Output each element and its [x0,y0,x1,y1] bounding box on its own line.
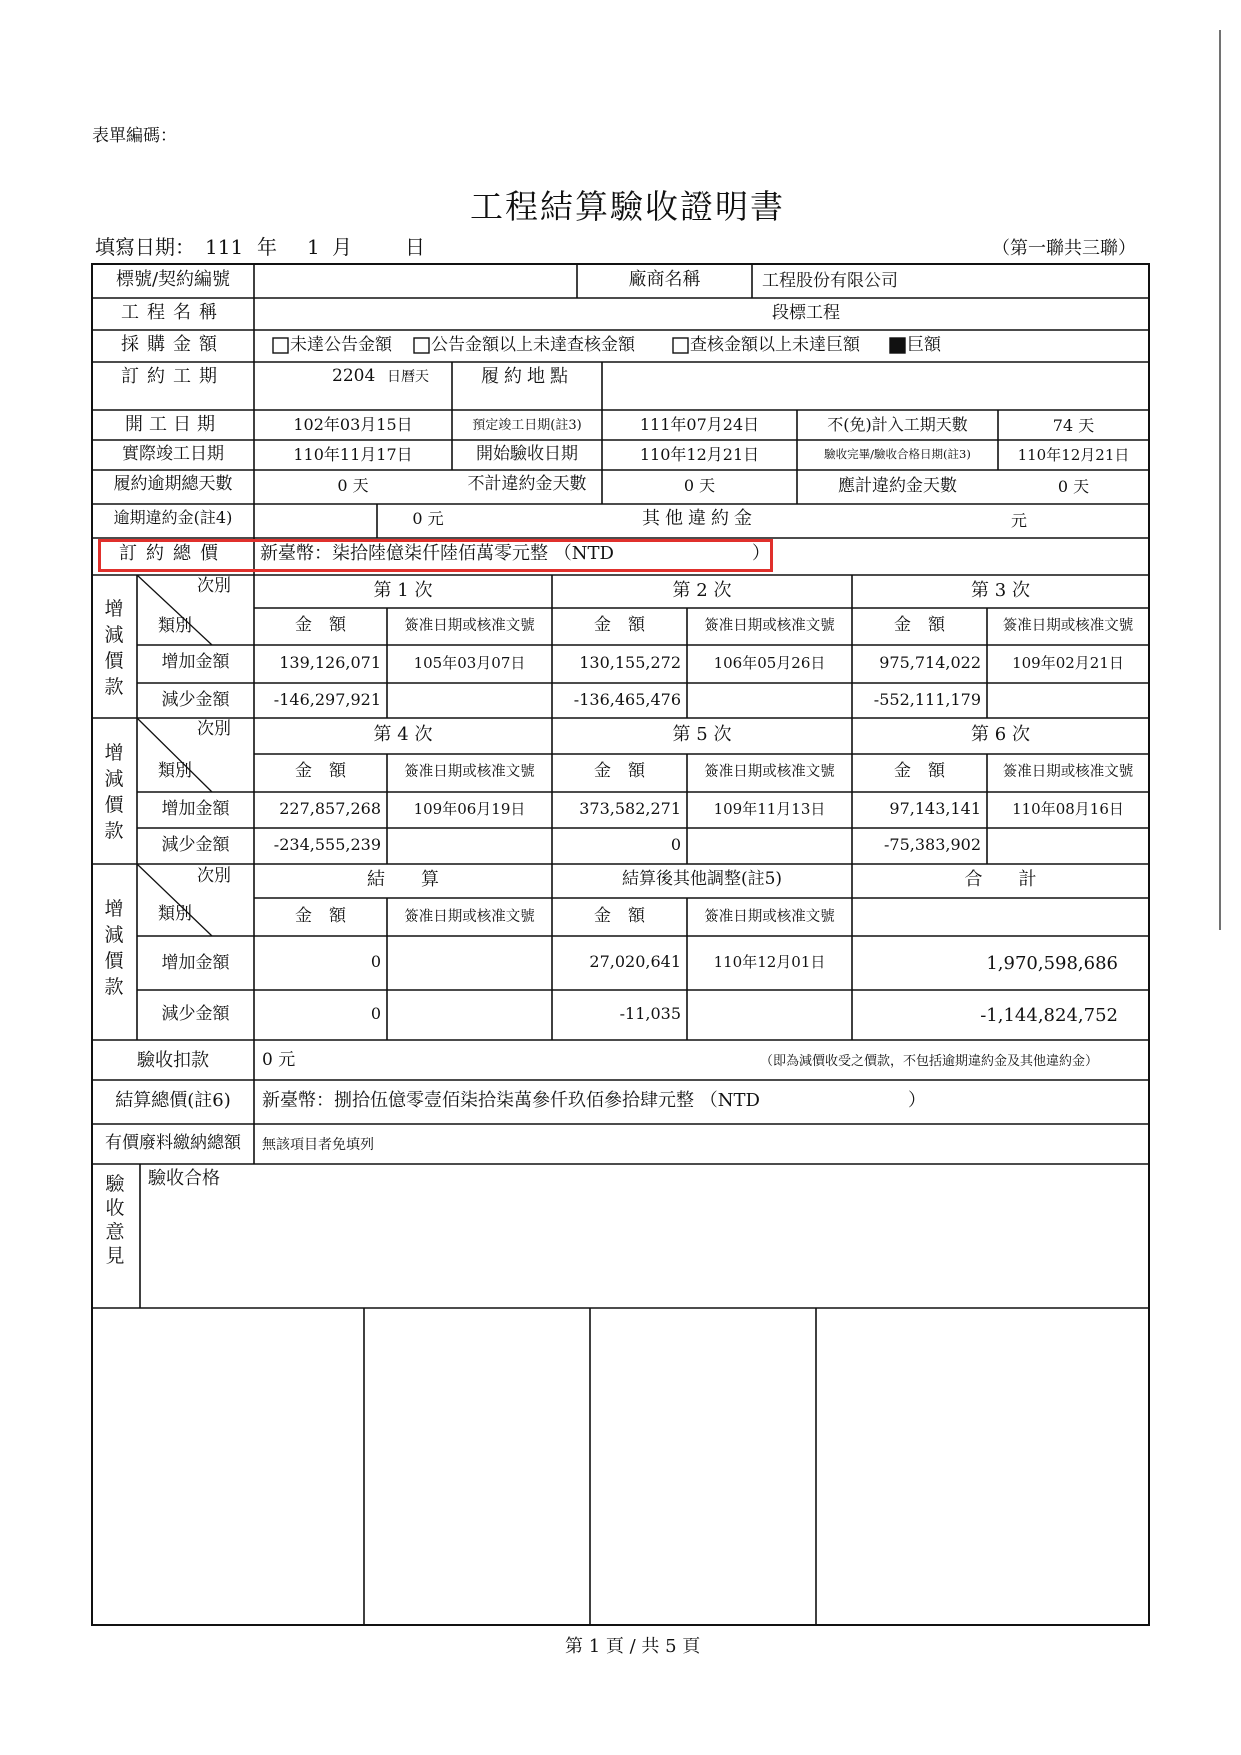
block1-increase-amount-3: 975,714,022 [879,653,981,672]
block1-header-1: 第 1 次 [373,580,433,601]
fill-date-month: 1 [307,235,320,259]
settlement-total-close: ） [908,1090,926,1111]
block2-increase-label: 增加金額 [161,799,230,819]
acceptance-start-value: 110年12月21日 [639,445,760,464]
block2-amount-header-3: 金 額 [894,761,945,781]
block1-amount-header-3: 金 額 [894,615,945,635]
block1-amount-header-1: 金 額 [295,615,346,635]
contract-no-label: 標號/契約編號 [115,269,231,290]
other-adjust-increase: 27,020,641 [589,952,681,971]
procurement-option-4: 巨額 [907,335,941,355]
adjustment-side-label-3: 增減價款 [104,898,124,998]
contract-period-value: 2204 [332,366,376,386]
block1-decrease-label: 減少金額 [161,690,230,710]
contract-period-label: 訂約工期 [121,366,225,387]
block1-increase-amount-2: 130,155,272 [579,653,681,672]
fill-date-day-unit: 日 [405,235,425,259]
block2-approval-header-2: 簽准日期或核准文號 [704,764,835,780]
block1-decrease-amount-3: -552,111,179 [873,690,981,709]
overdue-days-label: 履約逾期總天數 [113,474,233,494]
block3-increase-label: 增加金額 [161,953,230,973]
vendor-value: 工程股份有限公司 [762,271,898,291]
block1-increase-amount-1: 139,126,071 [279,653,381,672]
block1-header-2: 第 2 次 [672,580,732,601]
type-label-1: 類別 [158,616,192,636]
procurement-option-2: 公告金額以上未達查核金額 [431,335,635,355]
project-name-value: 段標工程 [772,303,840,323]
block2-header-3: 第 6 次 [971,724,1030,745]
overdue-penalty-label: 逾期違約金(註4) [113,508,233,527]
start-date-value: 102年03月15日 [293,415,413,434]
project-name-label: 工程名稱 [121,302,225,323]
scrap-label: 有價廢料繳納總額 [105,1133,241,1153]
order-label-3: 次別 [197,866,231,886]
block2-header-1: 第 4 次 [373,724,433,745]
scrap-value: 無該項目者免填列 [262,1137,374,1153]
fill-date-year: 111 [205,235,244,259]
procurement-option-3: 查核金額以上未達巨額 [690,335,860,355]
block1-approval-header-3: 簽准日期或核准文號 [1002,618,1134,634]
deduction-label: 驗收扣款 [137,1050,209,1071]
total-decrease: -1,144,824,752 [980,1005,1118,1026]
deduction-value: 0 元 [262,1050,296,1070]
block1-decrease-amount-1: -146,297,921 [273,690,381,709]
total-increase: 1,970,598,686 [986,953,1118,974]
acceptance-done-label: 驗收完畢/驗收合格日期(註3) [824,447,971,461]
fill-date-month-unit: 月 [332,235,352,259]
total-contract-label: 訂約總價 [119,543,227,564]
total-contract-value: 新臺幣：柒拾陸億柒仟陸佰萬零元整 （NTD [260,543,614,564]
excluded-days-value: 74 天 [1052,416,1095,435]
total-contract-close: ） [752,543,770,564]
block2-amount-header-1: 金 額 [295,761,346,781]
order-label-1: 次別 [197,576,231,596]
block1-increase-label: 增加金額 [161,652,230,672]
adjustment-side-label-1: 增減價款 [104,598,124,698]
block1-approval-header-2: 簽准日期或核准文號 [704,618,835,634]
order-label-2: 次別 [197,719,231,739]
block1-increase-date-1: 105年03月07日 [413,654,526,672]
block3-amount-header-2: 金 額 [594,906,645,926]
settle-decrease: 0 [370,1004,381,1023]
planned-finish-label: 預定竣工日期(註3) [472,418,582,433]
contract-period-unit: 日曆天 [387,369,429,385]
deduction-note: （即為減價收受之價款，不包括逾期違約金及其他違約金） [760,1054,1099,1069]
nonpenalty-days-label: 不計違約金天數 [467,474,587,494]
penalty-days-value: 0 天 [1057,477,1090,496]
block2-approval-header-1: 簽准日期或核准文號 [404,764,535,780]
other-adjust-decrease: -11,035 [619,1004,681,1023]
block2-increase-amount-1: 227,857,268 [279,799,381,818]
settlement-total-label: 結算總價(註6) [115,1090,231,1111]
block2-increase-date-1: 109年06月19日 [413,800,526,818]
block2-decrease-amount-2: 0 [670,835,681,854]
block3-amount-header-1: 金 額 [295,906,346,926]
block2-increase-date-2: 109年11月13日 [713,800,826,818]
other-penalty-value: 元 [1011,511,1028,530]
planned-finish-value: 111年07月24日 [639,415,760,434]
procurement-option-1: 未達公告金額 [290,335,392,355]
block3-decrease-label: 減少金額 [161,1004,230,1024]
overdue-days-value: 0 天 [337,476,369,495]
block2-decrease-amount-3: -75,383,902 [883,835,981,854]
block1-approval-header-1: 簽准日期或核准文號 [404,618,535,634]
page-footer: 第 1 頁 / 共 5 頁 [565,1636,701,1657]
fill-date-label: 填寫日期： [95,235,195,259]
settle-increase: 0 [370,952,381,971]
block2-increase-date-3: 110年08月16日 [1012,800,1124,818]
block3-approval-header-1: 簽准日期或核准文號 [404,909,535,925]
block2-amount-header-2: 金 額 [594,761,645,781]
other-penalty-label: 其他違約金 [642,508,757,529]
overdue-penalty-value: 0 元 [412,509,444,528]
document-title: 工程結算驗收證明書 [470,187,785,226]
block1-decrease-amount-2: -136,465,476 [573,690,681,709]
settlement-total-value: 新臺幣：捌拾伍億零壹佰柒拾柒萬參仟玖佰參拾肆元整 （NTD [262,1090,760,1111]
block2-increase-amount-3: 97,143,141 [889,799,981,818]
other-adjust-increase-date: 110年12月01日 [713,953,826,971]
excluded-days-label: 不(免)計入工期天數 [827,415,968,434]
start-date-label: 開工日期 [125,414,221,435]
block2-decrease-label: 減少金額 [161,835,230,855]
opinion-label: 驗收意見 [105,1173,125,1267]
block2-approval-header-3: 簽准日期或核准文號 [1002,764,1134,780]
block1-increase-date-3: 109年02月21日 [1012,654,1124,672]
block1-header-3: 第 3 次 [971,580,1030,601]
adjustment-side-label-2: 增減價款 [104,742,124,842]
other-adjust-header: 結算後其他調整(註5) [621,869,783,889]
type-label-3: 類別 [158,904,192,924]
block2-increase-amount-2: 373,582,271 [579,799,681,818]
procurement-label: 採購金額 [121,334,225,355]
block2-decrease-amount-1: -234,555,239 [273,835,381,854]
actual-finish-value: 110年11月17日 [293,445,413,464]
copy-note: （第一聯共三聯） [992,238,1136,259]
form-code-label: 表單編碼： [92,126,177,146]
fill-date-year-unit: 年 [257,235,277,259]
block1-increase-date-2: 106年05月26日 [713,654,826,672]
block2-header-2: 第 5 次 [672,724,732,745]
acceptance-start-label: 開始驗收日期 [476,444,578,464]
type-label-2: 類別 [158,761,192,781]
vendor-label: 廠商名稱 [628,269,701,290]
acceptance-done-value: 110年12月21日 [1017,446,1130,464]
actual-finish-label: 實際竣工日期 [122,444,224,464]
nonpenalty-days-value: 0 天 [683,476,716,495]
opinion-value: 驗收合格 [148,1168,220,1189]
settle-header: 結 算 [367,869,439,890]
location-label: 履約地點 [481,366,573,387]
block1-amount-header-2: 金 額 [594,615,645,635]
penalty-days-label: 應計違約金天數 [838,476,957,496]
total-header: 合 計 [964,869,1037,890]
block3-approval-header-2: 簽准日期或核准文號 [704,909,835,925]
